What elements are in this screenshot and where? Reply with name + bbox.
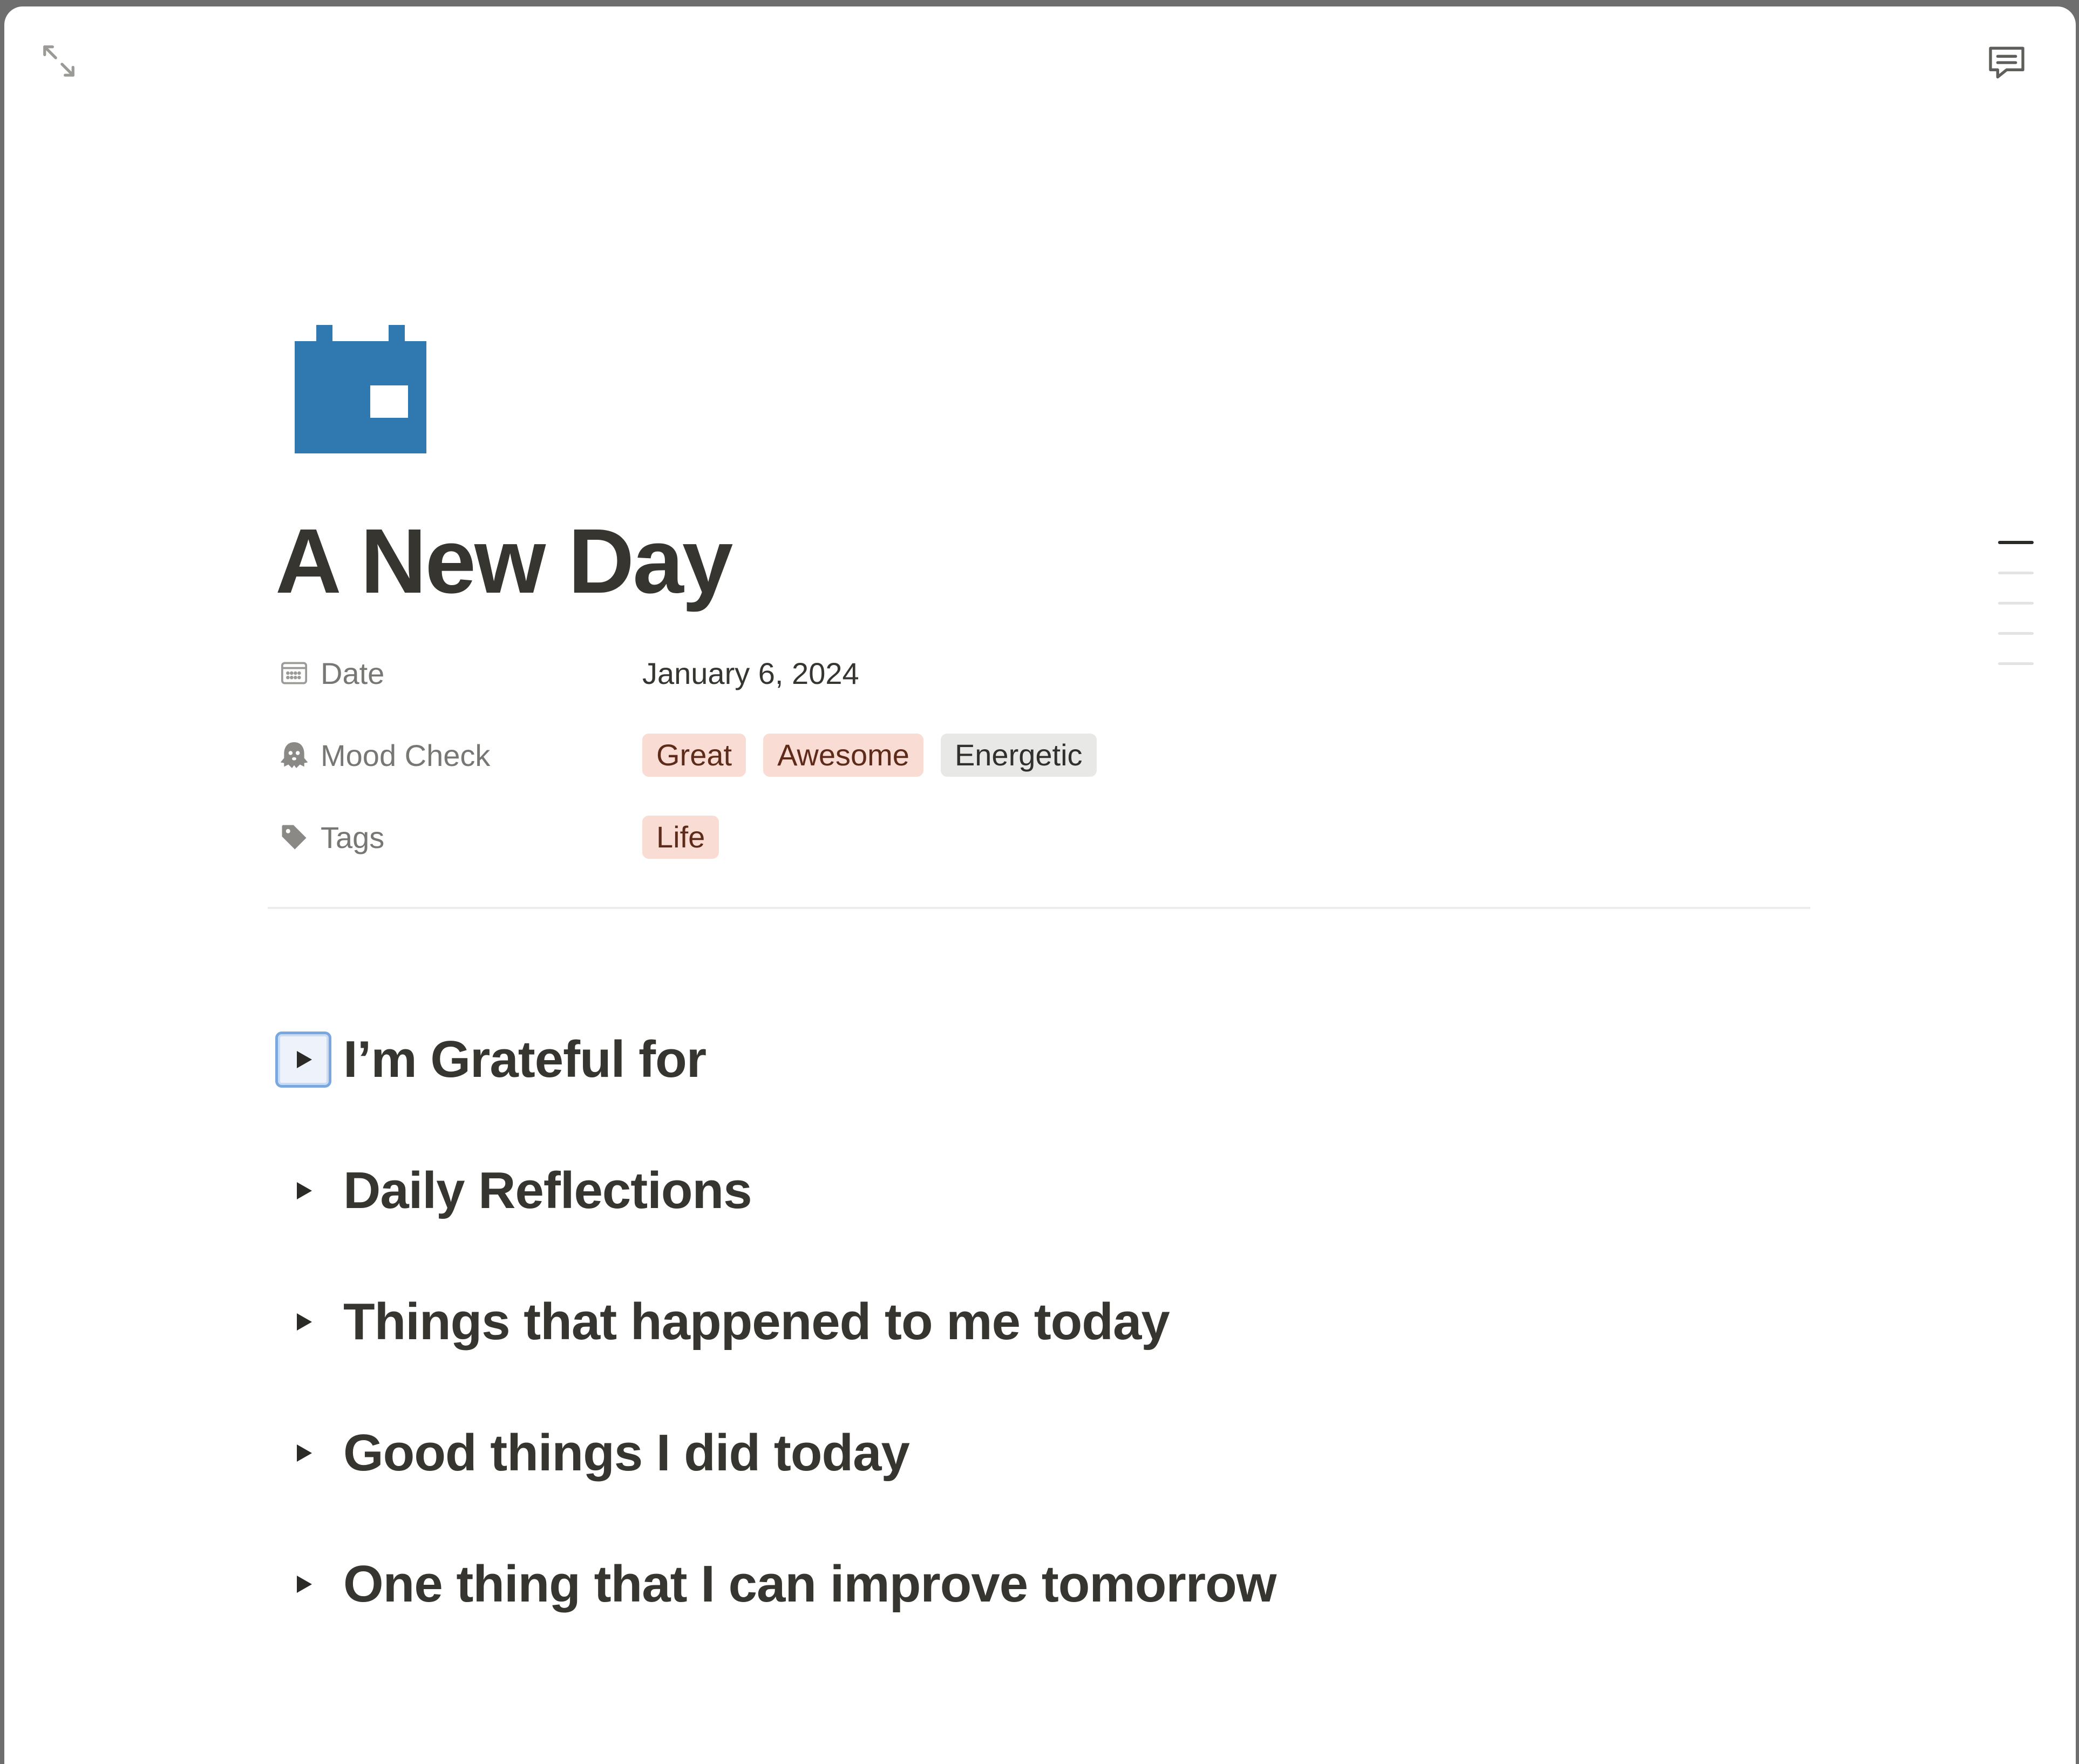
ghost-icon (275, 736, 313, 774)
outline-marker[interactable] (1998, 662, 2034, 665)
toggle-heading-text[interactable]: Things that happened to me today (343, 1293, 1170, 1351)
tag-life[interactable]: Life (642, 816, 719, 859)
toggle-heading-text[interactable]: Good things I did today (343, 1424, 909, 1482)
toggle-arrow-icon[interactable] (275, 1425, 331, 1481)
property-date-value[interactable]: January 6, 2024 (642, 656, 859, 690)
expand-icon[interactable] (35, 37, 83, 85)
property-label-text: Mood Check (321, 738, 491, 772)
property-mood-value[interactable] (642, 734, 1114, 777)
mood-tag-energetic[interactable]: Energetic (941, 734, 1097, 777)
property-label-text: Tags (321, 820, 385, 854)
properties-divider (268, 907, 1810, 909)
outline-marker[interactable] (1998, 602, 2034, 605)
tag-icon (275, 818, 313, 856)
property-tags (275, 808, 1247, 867)
property-mood-check (275, 725, 1247, 785)
outline-marker[interactable] (1998, 632, 2034, 635)
toggle-arrow-icon[interactable] (275, 1032, 331, 1088)
property-tags-label[interactable] (275, 818, 642, 856)
toggle-heading-things-happened[interactable] (275, 1287, 1170, 1357)
mood-tag-awesome[interactable]: Awesome (763, 734, 923, 777)
toggle-heading-text[interactable]: Daily Reflections (343, 1162, 752, 1219)
toggle-arrow-icon[interactable] (275, 1556, 331, 1612)
table-of-contents-outline[interactable] (1998, 541, 2036, 693)
toggle-heading-good-things[interactable] (275, 1418, 909, 1488)
page-title[interactable]: A New Day (275, 510, 732, 613)
property-date-label[interactable] (275, 654, 642, 692)
toggle-heading-improve-tomorrow[interactable] (275, 1549, 1276, 1619)
calendar-small-icon (275, 654, 313, 692)
calendar-icon[interactable] (295, 325, 426, 453)
page-window (4, 6, 2076, 1764)
toggle-arrow-icon[interactable] (275, 1294, 331, 1350)
comment-icon[interactable] (1981, 37, 2033, 89)
outline-marker-active[interactable] (1998, 541, 2034, 544)
mood-tag-great[interactable]: Great (642, 734, 746, 777)
property-mood-label[interactable] (275, 736, 642, 774)
toggle-arrow-icon[interactable] (275, 1163, 331, 1219)
property-label-text: Date (321, 656, 385, 690)
toggle-heading-text[interactable]: I’m Grateful for (343, 1030, 706, 1088)
property-tags-value[interactable] (642, 816, 736, 859)
toggle-heading-grateful[interactable] (275, 1025, 706, 1095)
toggle-heading-text[interactable]: One thing that I can improve tomorrow (343, 1555, 1276, 1613)
property-date (275, 643, 1247, 703)
toggle-heading-daily-reflections[interactable] (275, 1156, 752, 1226)
outline-marker[interactable] (1998, 572, 2034, 574)
